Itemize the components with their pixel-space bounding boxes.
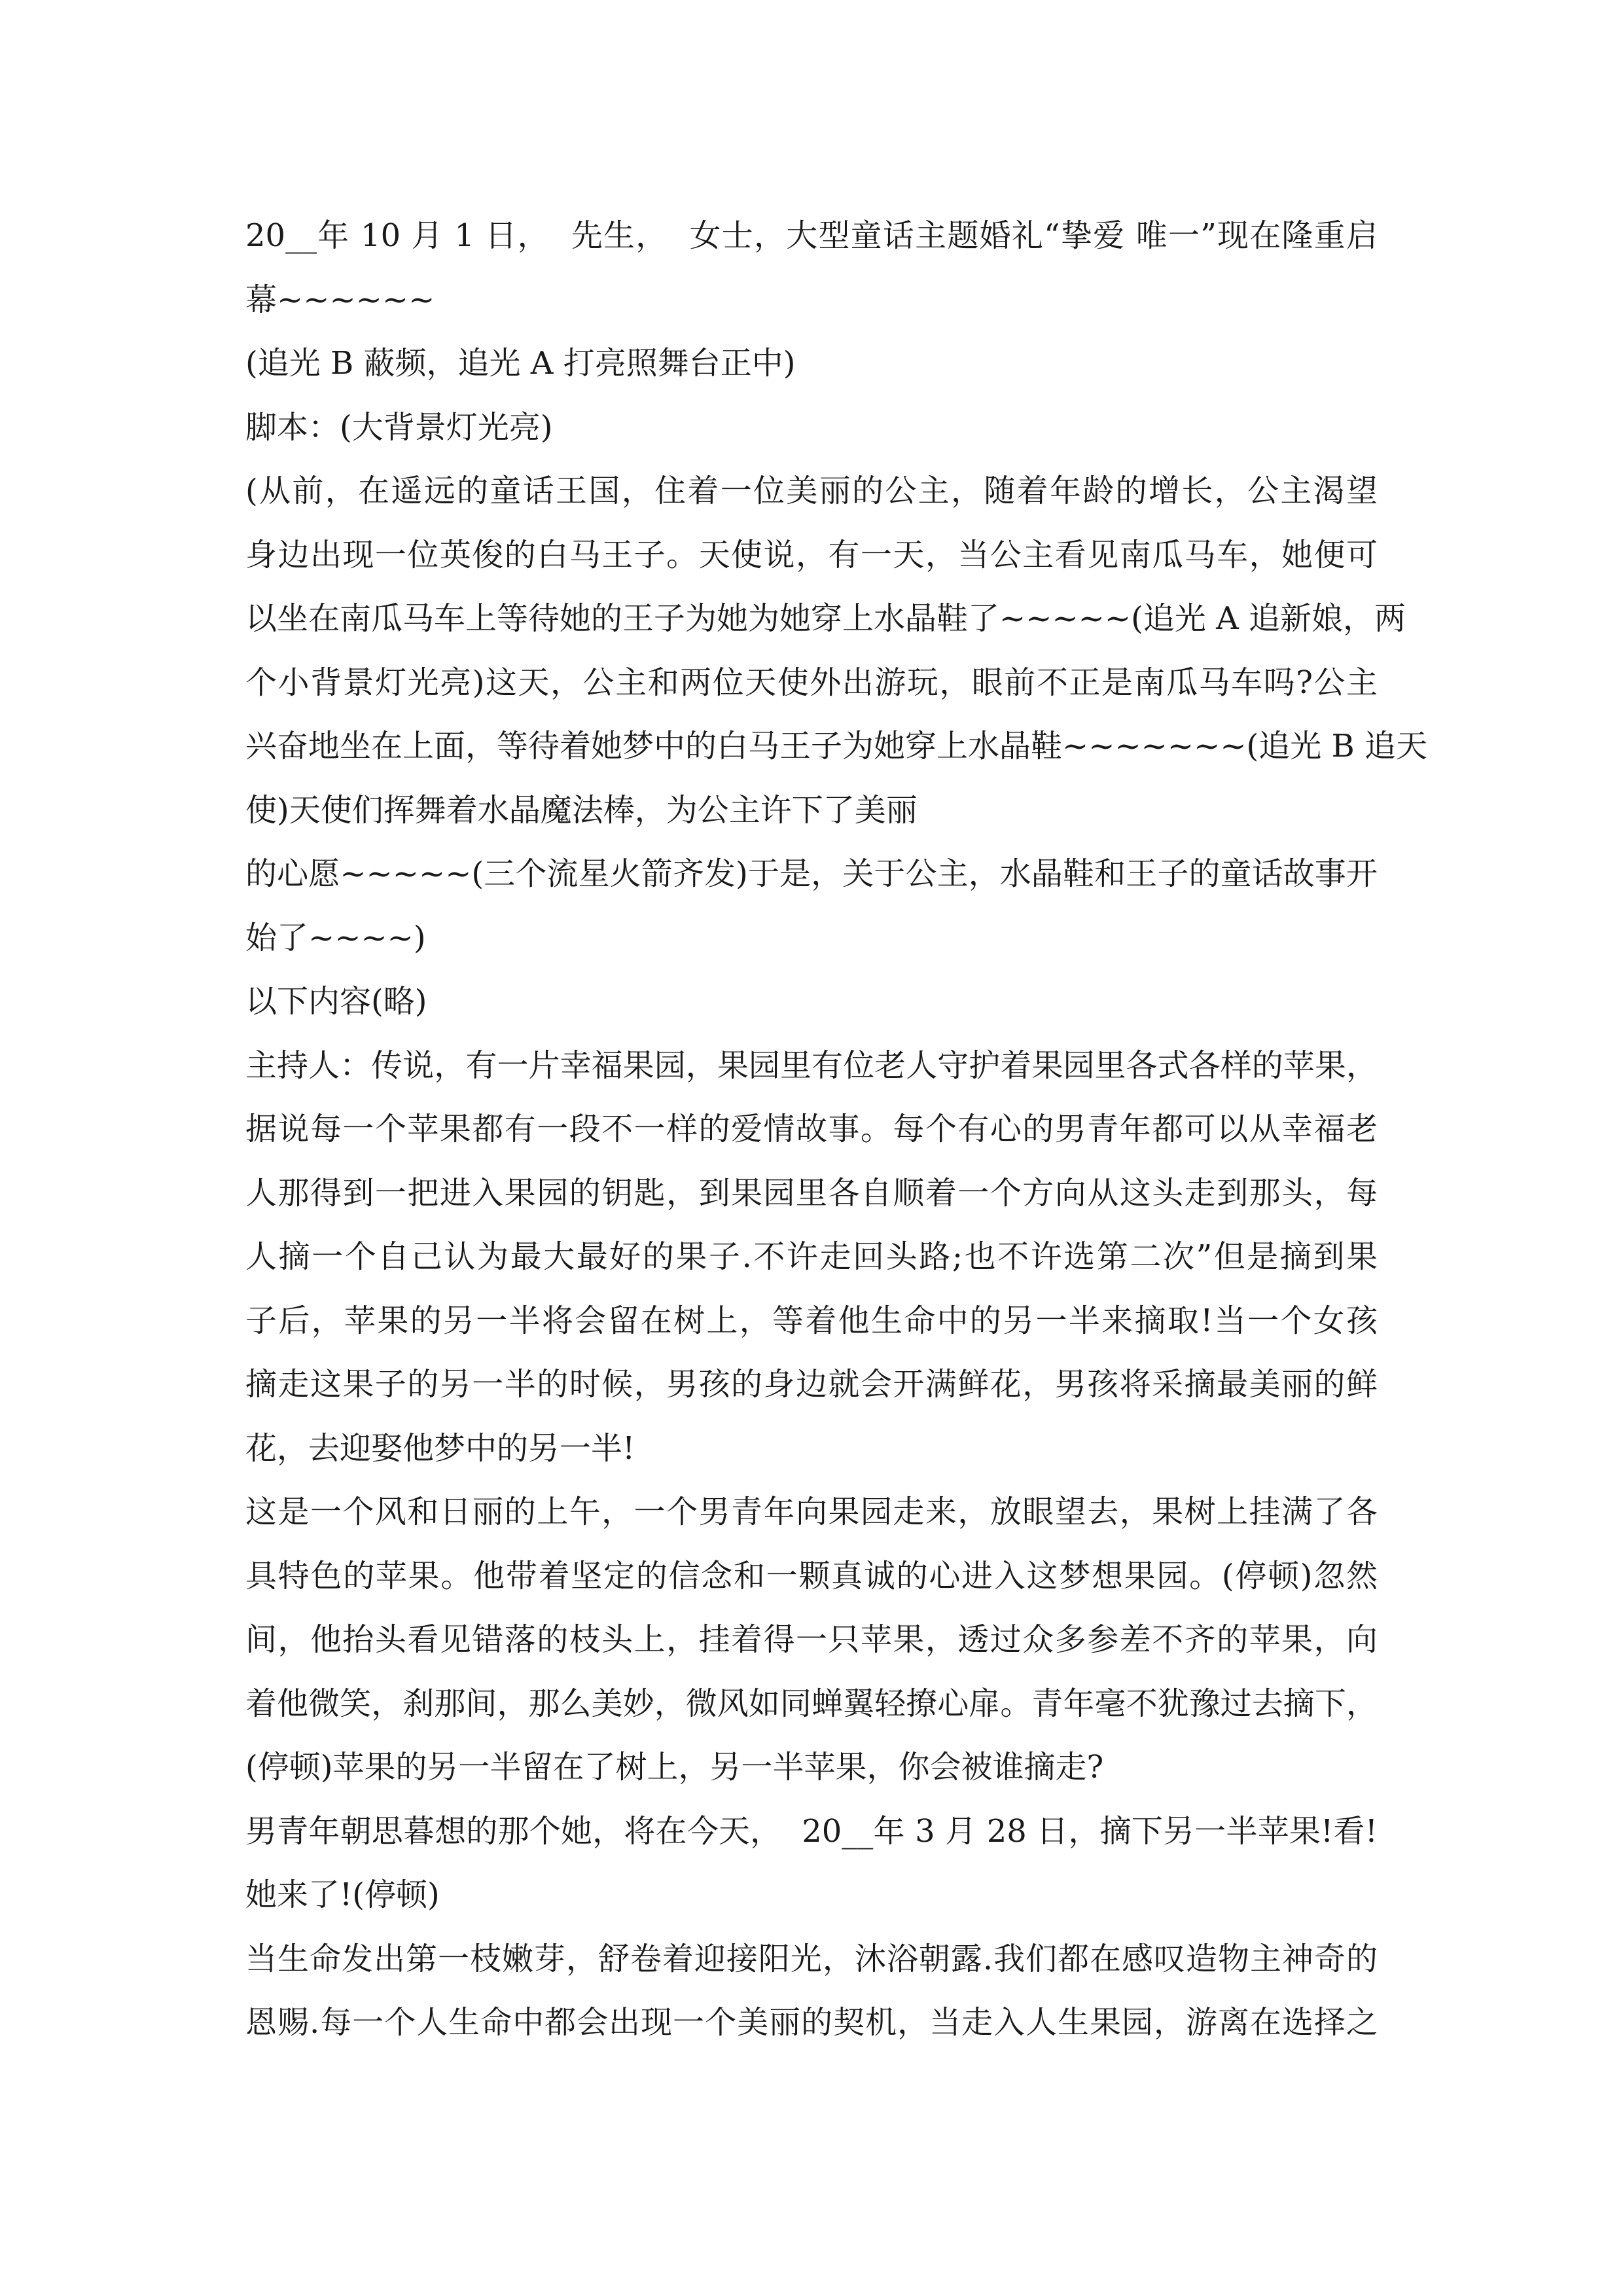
text-line: 这是一个风和日丽的上午，一个男青年向果园走来，放眼望去，果树上挂满了各: [245, 1494, 1378, 1530]
text-line: 着他微笑，刹那间，那么美妙，微风如同蝉翼轻撩心扉。青年毫不犹豫过去摘下，: [245, 1685, 1378, 1722]
text-line: 人那得到一把进入果园的钥匙，到果园里各自顺着一个方向从这头走到那头，每: [245, 1174, 1378, 1211]
text-line: 身边出现一位英俊的白马王子。天使说，有一天，当公主看见南瓜马车，她便可: [245, 536, 1378, 573]
text-line: 使)天使们挥舞着水晶魔法棒，为公主许下了美丽: [245, 791, 918, 829]
text-line: (追光 B 蔽频，追光 A 打亮照舞台正中): [245, 345, 796, 382]
text-line: 她来了!(停顿): [245, 1876, 440, 1913]
text-line: (停顿)苹果的另一半留在了树上，另一半苹果，你会被谁摘走?: [245, 1749, 1104, 1785]
text-line: 脚本：(大背景灯光亮): [245, 408, 553, 446]
text-line: 的心愿~~~~~(三个流星火箭齐发)于是，关于公主，水晶鞋和王子的童话故事开: [245, 855, 1378, 892]
text-line: 当生命发出第一枝嫩芽，舒卷着迎接阳光，沐浴朝露.我们都在感叹造物主神奇的: [245, 1940, 1378, 1977]
text-line: 据说每一个苹果都有一段不一样的爱情故事。每个有心的男青年都可以从幸福老: [245, 1111, 1378, 1147]
text-line: 幕~~~~~~: [245, 281, 435, 318]
text-line: 兴奋地坐在上面，等待着她梦中的白马王子为她穿上水晶鞋~~~~~~~(追光 B 追天: [245, 728, 1428, 764]
text-line: (从前，在遥远的童话王国，住着一位美丽的公主，随着年龄的增长，公主渴望: [245, 473, 1378, 509]
text-line: 子后，苹果的另一半将会留在树上，等着他生命中的另一半来摘取!当一个女孩: [245, 1302, 1378, 1339]
text-line: 间，他抬头看见错落的枝头上，挂着得一只苹果，透过众多参差不齐的苹果，向: [245, 1621, 1378, 1658]
text-line: 以下内容(略): [245, 983, 427, 1020]
text-line: 始了~~~~): [245, 919, 426, 956]
text-line: 男青年朝思暮想的那个她，将在今天， 20__年 3 月 28 日，摘下另一半苹果!看!: [245, 1812, 1378, 1850]
text-line: 20__年 10 月 1 日， 先生， 女士，大型童话主题婚礼“挚爱 唯一”现在隆重启: [245, 217, 1378, 254]
text-line: 个小背景灯光亮)这天，公主和两位天使外出游玩，眼前不正是南瓜马车吗?公主: [245, 664, 1378, 701]
text-line: 花，去迎娶他梦中的另一半!: [245, 1429, 635, 1467]
text-line: 恩赐.每一个人生命中都会出现一个美丽的契机，当走入人生果园，游离在选择之: [245, 2004, 1378, 2041]
document-body: [245, 204, 1428, 2055]
text-line: 主持人：传说，有一片幸福果园，果园里有位老人守护着果园里各式各样的苹果，: [245, 1047, 1378, 1084]
text-line: 具特色的苹果。他带着坚定的信念和一颗真诚的心进入这梦想果园。(停顿)忽然: [245, 1557, 1378, 1594]
text-line: 人摘一个自己认为最大最好的果子.不许走回头路;也不许选第二次”但是摘到果: [245, 1238, 1378, 1275]
text-line: 以坐在南瓜马车上等待她的王子为她为她穿上水晶鞋了~~~~~(追光 A 追新娘，两: [245, 600, 1406, 637]
text-line: 摘走这果子的另一半的时候，男孩的身边就会开满鲜花，男孩将采摘最美丽的鲜: [245, 1366, 1378, 1403]
